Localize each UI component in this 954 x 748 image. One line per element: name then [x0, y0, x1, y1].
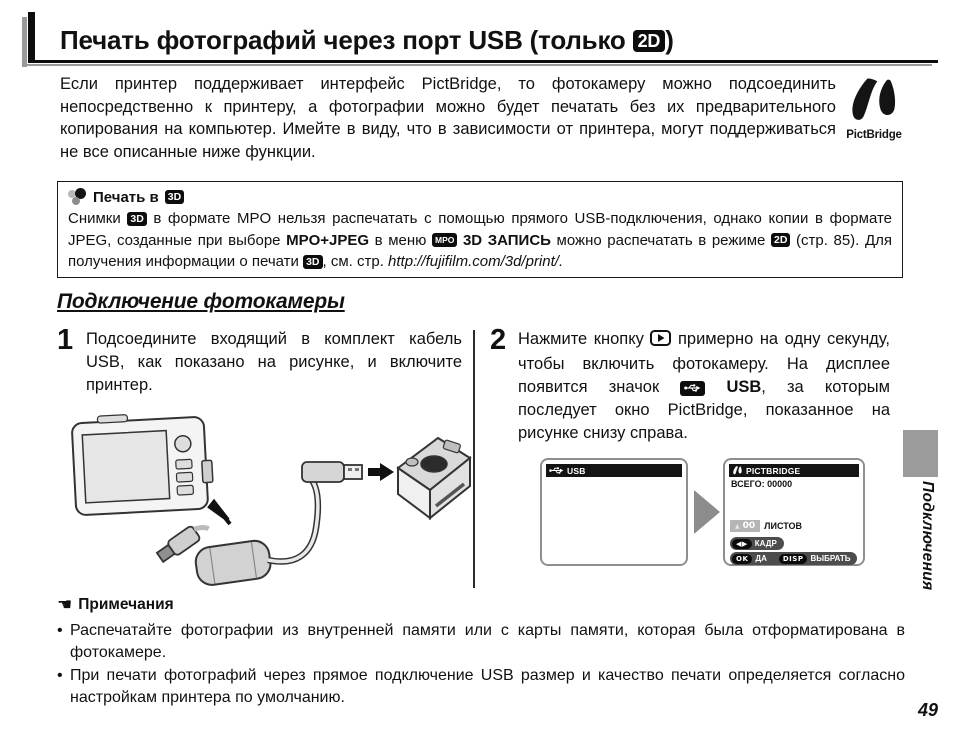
- title-rule-shadow: [23, 64, 932, 66]
- up-arrow-icon: ▲: [735, 522, 740, 530]
- title-rule: [28, 60, 938, 63]
- note-box: [57, 181, 903, 278]
- intro-paragraph: Если принтер поддерживает интерфейс PictBridge, то фотокамеру можно подсоединить непосредственно к принтеру, а фотографии можно будет печатать без их предварительного копирования на компьютер. Имейте в виду, что в зависимости от принтера, могут поддерживаться не все описанные ниже функции.: [60, 75, 836, 161]
- sheets-value: 00: [742, 521, 756, 531]
- print-info-url: http://fujifilm.com/3d/print/.: [388, 253, 564, 270]
- step-2-text-part: , за которым последует окно PictBridge, показанное на рисунке снизу справа.: [518, 378, 890, 442]
- right-arrow-icon: [694, 490, 720, 534]
- step-1-number: 1: [57, 324, 74, 356]
- note-text: , см. стр.: [322, 253, 389, 270]
- step-1-text: Подсоедините входящий в комплект кабель USB, как показано на рисунке, и включите принтер.: [86, 330, 462, 394]
- 3d-badge: 3D: [165, 190, 184, 204]
- pictbridge-screen: [723, 458, 865, 566]
- step-2-text-part: Нажмите кнопку: [518, 330, 651, 348]
- usb-screen-title: USB: [567, 465, 586, 476]
- playback-button-icon: [650, 330, 671, 353]
- pictbridge-screen-header: [729, 464, 859, 477]
- ok-hint-label: ДА: [755, 554, 767, 563]
- page-title-text: Печать фотографий через порт USB (только: [60, 25, 633, 55]
- 3d-rec-menu-label: 3D ЗАПИСЬ: [462, 231, 551, 249]
- chapter-tab-label: Подключения: [919, 481, 936, 591]
- note-text: (стр. 85). Для получения информации о печати: [68, 231, 892, 270]
- left-right-keys-icon: ◀▶: [732, 539, 752, 549]
- usb-icon: [680, 381, 705, 396]
- title-bar-shadow: [22, 17, 27, 67]
- note-item: [57, 620, 905, 664]
- note-item: [57, 665, 905, 709]
- note-header-text: Печать в: [93, 188, 159, 206]
- usb-screen-header: [546, 464, 682, 477]
- note-text: в формате MPO нельзя распечатать с помощью прямого USB-подключения, однако копии в формате JPEG, созданные при выборе: [68, 210, 893, 249]
- page-title-suffix: ): [665, 25, 674, 55]
- 2d-badge: 2D: [633, 30, 666, 52]
- tip-dots-icon: [68, 188, 87, 206]
- sheets-row: [730, 520, 802, 532]
- title-accent-bar: [28, 12, 35, 62]
- pictbridge-logo: [843, 78, 905, 141]
- mpo-menu-badge: MPO: [432, 233, 457, 247]
- pictbridge-screen-title: PICTBRIDGE: [746, 465, 801, 476]
- note-text: Снимки: [68, 210, 128, 227]
- notes-header: [57, 596, 174, 614]
- note-item-text: При печати фотографий через прямое подключение USB размер и качество печати определяется согласно настройкам принтера по умолчанию.: [70, 667, 905, 706]
- step-2-text: [518, 328, 890, 445]
- ok-disp-hint-pill: [730, 552, 857, 565]
- bullet-icon: •: [57, 622, 63, 639]
- ok-key-icon: OK: [732, 554, 752, 564]
- note-box-header: [68, 187, 892, 207]
- note-text: в меню: [369, 231, 432, 249]
- pictbridge-logo-icon: [846, 78, 902, 122]
- note-text: можно распечатать в режиме: [550, 231, 771, 249]
- total-count-label: ВСЕГО: 00000: [731, 479, 793, 489]
- chapter-tab: [903, 430, 938, 477]
- camera-printer-illustration: [60, 412, 472, 594]
- step-2-number: 2: [490, 324, 507, 356]
- page-title: [60, 25, 920, 56]
- page-number: 49: [917, 700, 938, 720]
- sheets-label: ЛИСТОВ: [764, 521, 802, 531]
- 2d-badge: 2D: [771, 233, 790, 247]
- frame-hint-pill: [730, 537, 784, 550]
- 3d-badge: 3D: [303, 255, 322, 269]
- usb-label: USB: [726, 378, 762, 396]
- step-2-text-part: примерно на одну секунду, чтобы включить фотокамеру. На дисплее появится значок: [518, 330, 890, 396]
- disp-hint-label: ВЫБРАТЬ: [810, 554, 851, 563]
- disp-key-icon: DISP: [779, 554, 808, 564]
- frame-hint-label: КАДР: [754, 539, 777, 548]
- note-item-text: Распечатайте фотографии из внутренней памяти или с карты памяти, которая была отформатирована в фотокамере.: [70, 622, 905, 661]
- column-divider: [473, 330, 475, 588]
- section-heading: Подключение фотокамеры: [57, 290, 345, 313]
- pictbridge-logo-label: PictBridge: [846, 129, 902, 141]
- notes-header-label: Примечания: [78, 596, 174, 613]
- 3d-badge: 3D: [127, 212, 146, 226]
- bullet-icon: •: [57, 667, 63, 684]
- usb-screen: [540, 458, 688, 566]
- pointing-hand-icon: ☚: [57, 594, 73, 615]
- usb-icon: [549, 466, 564, 475]
- note-box-body: [68, 208, 892, 273]
- sheets-stepper: [730, 520, 760, 532]
- pictbridge-icon: [732, 466, 743, 475]
- mpo-jpeg-option: MPO+JPEG: [286, 231, 370, 249]
